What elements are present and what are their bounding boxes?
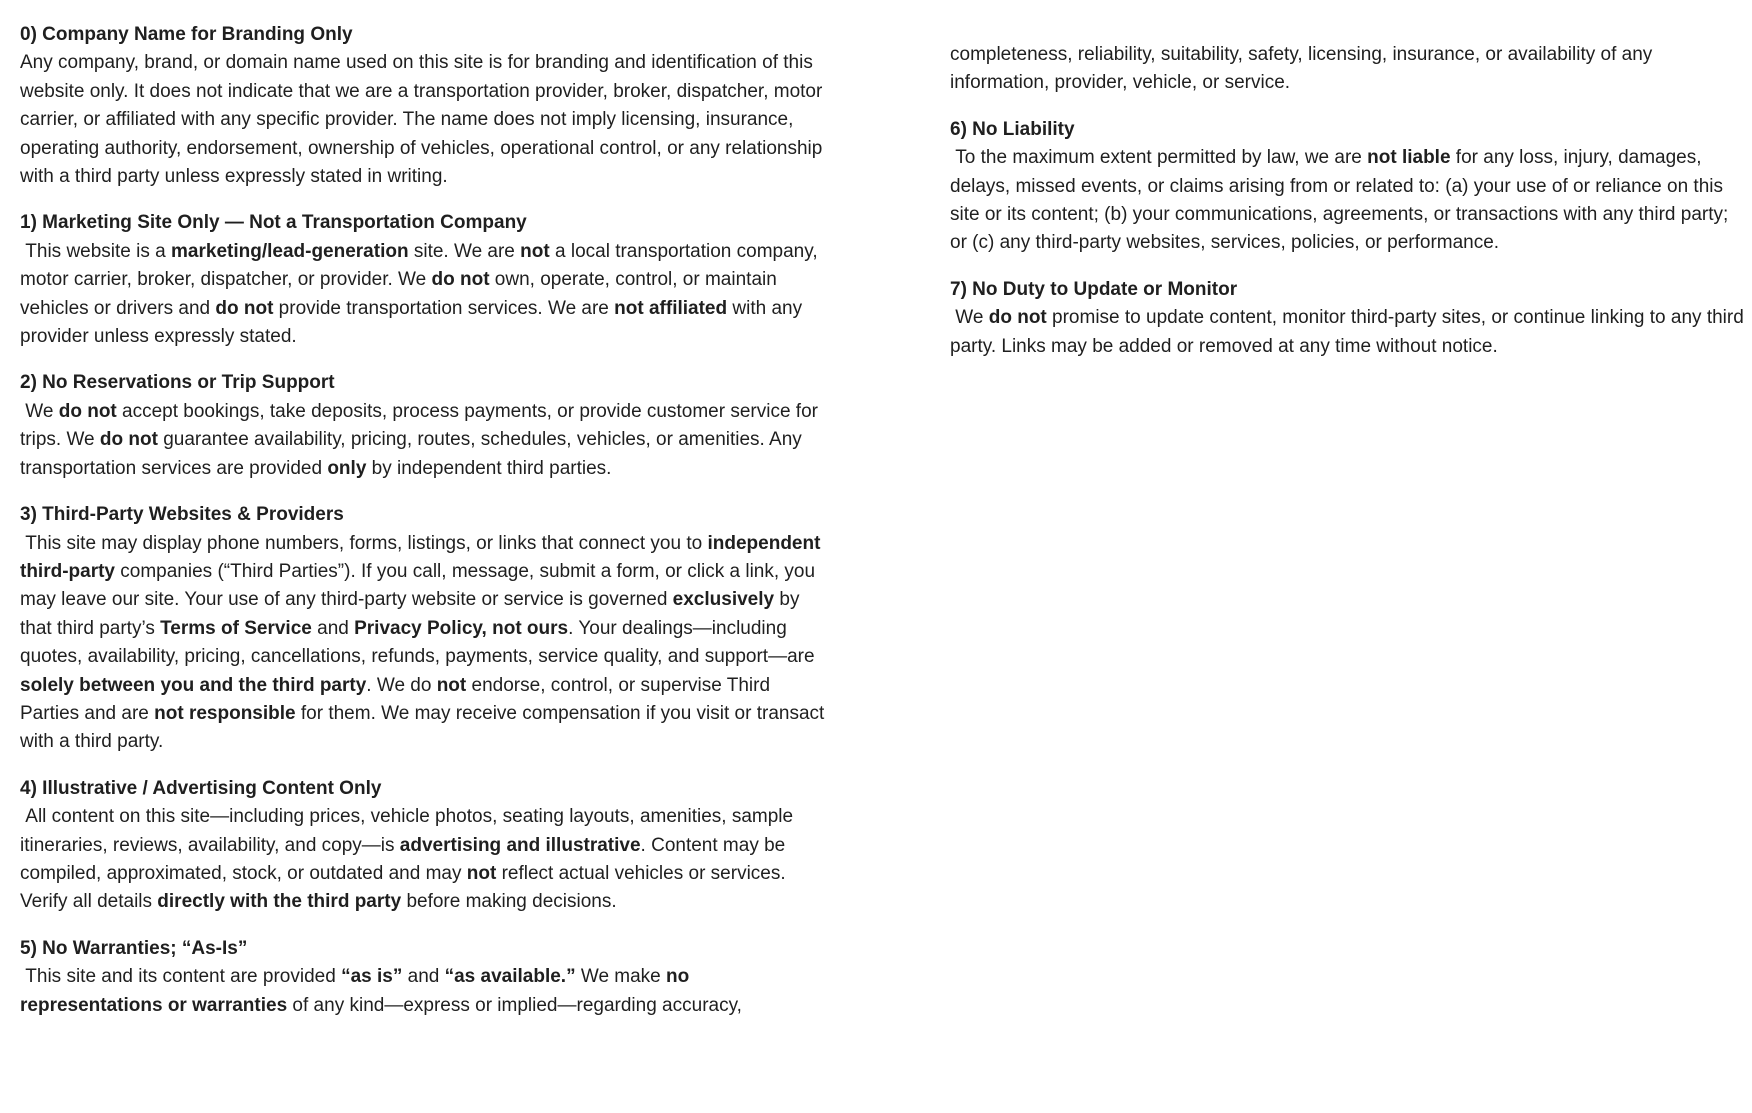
section-paragraph — [20, 803, 828, 917]
bold-text-run: not — [436, 674, 467, 696]
bold-text-run: Terms of Service — [160, 617, 312, 639]
text-run: This website is a — [20, 240, 172, 262]
bold-text-run: not — [466, 862, 497, 884]
text-run: . Content may be compiled, approximated, stock, or outdated and may — [20, 834, 791, 884]
text-run: of any kind—express or implied—regarding accuracy, — [287, 994, 742, 1016]
text-run: We — [20, 400, 59, 422]
section-paragraph — [20, 398, 828, 483]
section-no-warranties — [20, 935, 828, 1020]
text-run: by independent third parties. — [366, 457, 612, 479]
section-third-party-websites — [20, 501, 828, 757]
bold-text-run: not — [520, 240, 550, 262]
section-marketing-site-only — [20, 209, 828, 351]
text-run: companies (“Third Parties”). If you call, message, submit a form, or click a link, you may leave our site. Your use of any third-party website or service is governed — [20, 560, 821, 611]
text-run: accept bookings, take deposits, process payments, or provide customer service for trips. We — [20, 400, 824, 451]
text-run: site. We are — [408, 240, 521, 262]
bold-text-run: do not — [988, 307, 1047, 329]
bold-text-run: do not — [99, 429, 158, 451]
section-illustrative-content — [20, 775, 828, 917]
section-heading: 4) Illustrative / Advertising Content Only — [20, 777, 382, 799]
text-run: provide transportation services. We are — [273, 297, 615, 319]
section-paragraph — [20, 49, 828, 191]
text-run: before making decisions. — [401, 891, 617, 913]
bold-text-run: do not — [58, 400, 117, 422]
section-heading: 2) No Reservations or Trip Support — [20, 372, 335, 394]
bold-text-run: “as available.” — [444, 966, 576, 988]
section-heading: 1) Marketing Site Only — Not a Transportation Company — [20, 212, 527, 234]
section-no-reservations — [20, 369, 828, 483]
section-paragraph — [20, 530, 828, 757]
text-run: and — [311, 617, 355, 639]
text-run: All content on this site—including prices, vehicle photos, seating layouts, amenities, sample itineraries, reviews, availability, and copy—is — [20, 806, 799, 856]
text-run: own, operate, control, or maintain vehicles or drivers and — [20, 269, 783, 319]
section-heading: 7) No Duty to Update or Monitor — [950, 278, 1238, 300]
section-heading: 3) Third-Party Websites & Providers — [20, 504, 344, 526]
text-run: guarantee availability, pricing, routes, schedules, vehicles, or amenities. Any transportation services are provided — [20, 429, 808, 479]
text-run: and — [402, 966, 445, 988]
bold-text-run: not responsible — [154, 702, 296, 724]
text-run: . Your dealings—including quotes, availability, pricing, cancellations, refunds, payments, service quality, and support—are — [20, 617, 820, 668]
text-run: This site may display phone numbers, forms, listings, or links that connect you to — [20, 532, 708, 554]
bold-text-run: solely between you and the third party — [20, 674, 367, 696]
bold-text-run: Privacy Policy, not ours — [354, 617, 569, 639]
text-run: Any company, brand, or domain name used on this site is for branding and identification of this website only. It does not indicate that we are a transportation provider, broker, dispatcher, motor carrier, or affiliated with any specific provider. The name does not imply licensing, insurance, operating authority, endorsement, ownership of vehicles, operational control, or any relationship with a third party unless expressly stated in writing. — [20, 52, 828, 188]
section-company-name-branding — [20, 21, 828, 191]
text-run: We make — [575, 966, 667, 988]
text-run: for them. We may receive compensation if you visit or transact with a third party. — [20, 702, 830, 753]
section-no-duty-to-update — [950, 276, 1750, 361]
bold-text-run: directly with the third party — [157, 891, 402, 913]
text-run: To the maximum extent permitted by law, we are — [950, 147, 1368, 169]
text-run: promise to update content, monitor third-party sites, or continue linking to any third party. Links may be added or removed at any time without notice. — [950, 307, 1750, 357]
text-run: endorse, control, or supervise Third Parties and are — [20, 674, 776, 724]
text-run: We — [950, 307, 989, 329]
text-run: with any provider unless expressly stated. — [20, 297, 808, 348]
bold-text-run: only — [327, 457, 367, 479]
bold-text-run: “as is” — [341, 966, 403, 988]
bold-text-run: no representations or warranties — [20, 966, 695, 1016]
text-run: by that third party’s — [20, 589, 805, 639]
bold-text-run: exclusively — [672, 589, 775, 611]
text-run: a local transportation company, motor carrier, broker, dispatcher, or provider. We — [20, 240, 823, 291]
right-column — [950, 21, 1750, 361]
text-run: . We do — [366, 674, 437, 696]
section-no-liability — [950, 116, 1744, 258]
bold-text-run: not liable — [1367, 147, 1451, 169]
text-run: for any loss, injury, damages, delays, missed events, or claims arising from or related to: (a) your use of or reliance on this site or its content; (b) your communications, agreements, or transactions with any third party; or (c) any third-party websites, services, policies, or performance. — [950, 147, 1734, 254]
section-paragraph — [20, 238, 828, 352]
bold-text-run: independent third-party — [20, 532, 826, 582]
section-heading: 6) No Liability — [950, 118, 1075, 140]
section-paragraph — [950, 144, 1744, 258]
section-paragraph — [20, 963, 828, 1020]
bold-text-run: marketing/lead-generation — [171, 240, 409, 262]
section-heading: 5) No Warranties; “As-Is” — [20, 937, 248, 959]
bold-text-run: do not — [215, 297, 274, 319]
left-column — [20, 21, 828, 1020]
section-heading: 0) Company Name for Branding Only — [20, 24, 353, 45]
text-run: completeness, reliability, suitability, safety, licensing, insurance, or availability of any information, provider, vehicle, or service. — [950, 44, 1658, 94]
bold-text-run: not affiliated — [614, 297, 728, 319]
bold-text-run: do not — [431, 269, 490, 291]
text-run: reflect actual vehicles or services. Verify all details — [20, 862, 791, 913]
section-paragraph — [950, 304, 1750, 361]
section-no-warranties-continuation — [950, 41, 1744, 98]
text-run: This site and its content are provided — [20, 966, 342, 988]
bold-text-run: advertising and illustrative — [399, 834, 641, 856]
